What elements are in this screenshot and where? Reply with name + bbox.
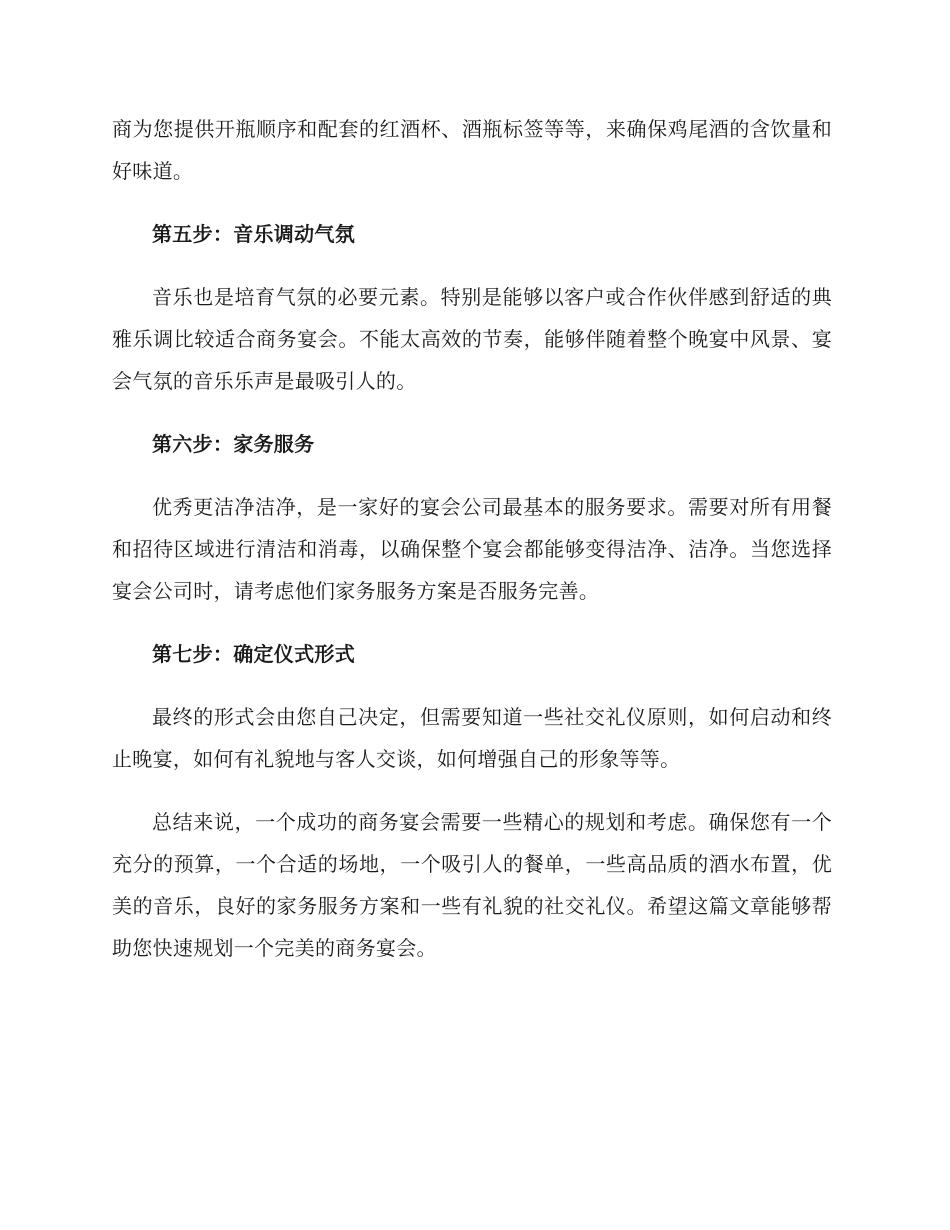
- paragraph-continuation: 商为您提供开瓶顺序和配套的红酒杯、酒瓶标签等等，来确保鸡尾酒的含饮量和好味道。: [112, 117, 832, 183]
- paragraph-music: 音乐也是培育气氛的必要元素。特别是能够以客户或合作伙伴感到舒适的典雅乐调比较适合商务宴会。不能太高效的节奏，能够伴随着整个晚宴中风景、宴会气氛的音乐乐声是最吸引人的。: [112, 285, 832, 393]
- paragraph-housekeeping: 优秀更洁净洁净，是一家好的宴会公司最基本的服务要求。需要对所有用餐和招待区域进行清洁和消毒，以确保整个宴会都能够变得洁净、洁净。当您选择宴会公司时，请考虑他们家务服务方案是否服务完善。: [112, 495, 832, 603]
- paragraph-ceremony: 最终的形式会由您自己决定，但需要知道一些社交礼仪原则，如何启动和终止晚宴，如何有礼貌地与客人交谈，如何增强自己的形象等等。: [112, 705, 832, 771]
- paragraph-summary: 总结来说，一个成功的商务宴会需要一些精心的规划和考虑。确保您有一个充分的预算，一个合适的场地，一个吸引人的餐单，一些高品质的酒水布置，优美的音乐，良好的家务服务方案和一些有礼貌的社交礼仪。希望这篇文章能够帮助您快速规划一个完美的商务宴会。: [112, 810, 832, 960]
- section-heading-step-7: 第七步：确定仪式形式: [152, 642, 355, 666]
- section-heading-step-5: 第五步：音乐调动气氛: [152, 222, 355, 246]
- document-body: [112, 108, 832, 990]
- section-heading-step-6: 第六步：家务服务: [152, 432, 315, 456]
